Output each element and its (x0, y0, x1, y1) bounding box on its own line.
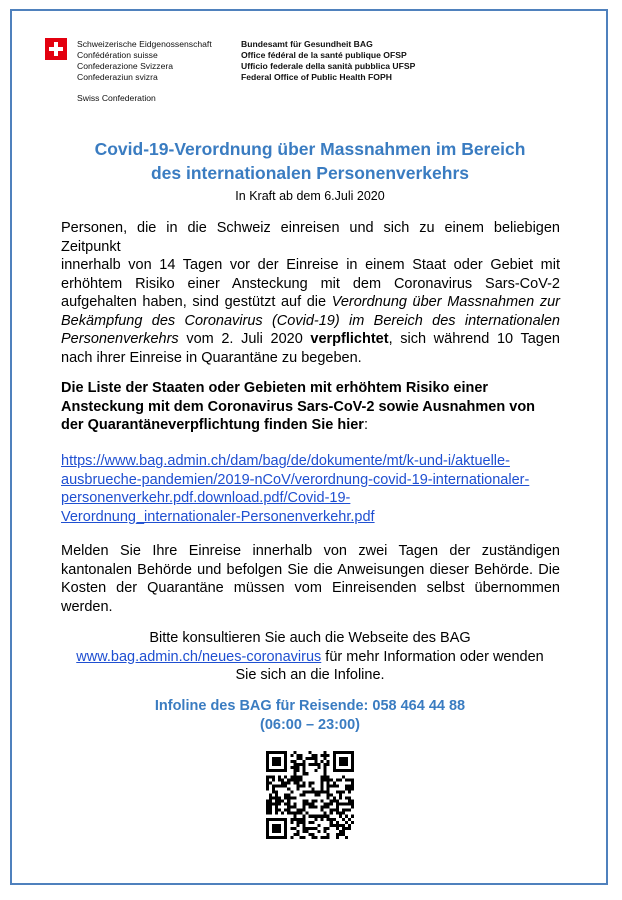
obligation-word: verpflichtet (310, 331, 389, 347)
confederation-de: Schweizerische Eidgenossenschaft (77, 39, 212, 49)
para1-line-2: Zeitpunkt (61, 238, 121, 255)
confederation-it: Confederazione Svizzera (77, 61, 174, 71)
link-line-2[interactable]: ausbrueche-pandemien/2019-nCoV/verordnung-covid-19-internationaler- (61, 471, 530, 488)
effective-date: In Kraft ab dem 6.Juli 2020 (235, 189, 385, 203)
link-line-4[interactable]: Verordnung_internationaler-Personenverkehr.pdf (61, 508, 375, 525)
para1-text-c: , sich während 10 Tagen nach ihrer Einreise in Quarantäne zu begeben. (61, 331, 560, 366)
office-it: Ufficio federale della sanità pubblica UFSP (241, 61, 416, 71)
infoline-number: Infoline des BAG für Reisende: 058 464 44 88 (154, 698, 466, 714)
risk-list-paragraph (61, 379, 560, 435)
infoline-hours: (06:00 – 23:00) (260, 717, 360, 733)
office-fr: Office fédéral de la santé publique OFSP (241, 50, 407, 60)
link-line-3[interactable]: personenverkehr.pdf.download.pdf/Covid-19- (61, 490, 351, 506)
confederation-fr: Confédération suisse (77, 50, 158, 60)
registration-paragraph: Melden Sie Ihre Einreise innerhalb von zwei Tagen der zuständigen kantonalen Behörde und befolgen Sie die Anweisungen dieser Behörde. Die Kosten der Quarantäne müssen vom Einreisenden selbst übernommen werden. (61, 543, 560, 615)
document-header (45, 38, 585, 118)
risk-list-colon: : (363, 417, 368, 433)
swiss-confederation-label: Swiss Confederation (77, 93, 156, 103)
document-title (40, 137, 580, 185)
para1-text-b: vom 2. Juli 2020 (178, 331, 311, 347)
website-paragraph (40, 629, 580, 685)
infoline (40, 697, 580, 735)
swiss-flag-icon (45, 38, 67, 60)
office-de: Bundesamt für Gesundheit BAG (241, 39, 373, 49)
title-line-2: des internationalen Personenverkehrs (150, 163, 470, 183)
quarantine-paragraph (61, 219, 560, 367)
para4-line-3: Sie sich an die Infoline. (235, 667, 385, 683)
para1-body (61, 256, 560, 367)
para1-line-1: Personen, die in die Schweiz einreisen und sich zu einem beliebigen (61, 220, 560, 236)
ordinance-pdf-link[interactable] (61, 452, 560, 526)
link-line-1[interactable]: https://www.bag.admin.ch/dam/bag/de/dokumente/mt/k-und-i/aktuelle- (61, 453, 510, 469)
para4-after-link: für mehr Information oder wenden (321, 648, 544, 665)
qr-code-icon (266, 751, 354, 839)
para4-line-1: Bitte konsultieren Sie auch die Webseite des BAG (149, 630, 471, 646)
bag-website-link[interactable]: www.bag.admin.ch/neues-coronavirus (76, 648, 322, 665)
confederation-names (77, 39, 212, 104)
confederation-rm: Confederaziun svizra (77, 72, 158, 82)
para4-line-2 (40, 648, 580, 667)
risk-list-text: Die Liste der Staaten oder Gebieten mit erhöhtem Risiko einer Ansteckung mit dem Coronavirus Sars-CoV-2 sowie Ausnahmen von der Quarantäneverpflichtung finden Sie hier (61, 380, 536, 433)
ordinance-name: Verordnung über Massnahmen zur Bekämpfung des Coronavirus (Covid-19) im Bereich des internationalen Personenverkehrs (61, 294, 560, 347)
title-line-1: Covid-19-Verordnung über Massnahmen im Bereich (94, 139, 526, 159)
para1-text-a: innerhalb von 14 Tagen vor der Einreise in einem Staat oder Gebiet mit erhöhtem Risiko einer Ansteckung mit dem Coronavirus Sars-CoV-2 aufgehalten haben, sind gestützt auf die (61, 257, 560, 310)
office-names (241, 39, 415, 83)
office-en: Federal Office of Public Health FOPH (241, 72, 392, 82)
